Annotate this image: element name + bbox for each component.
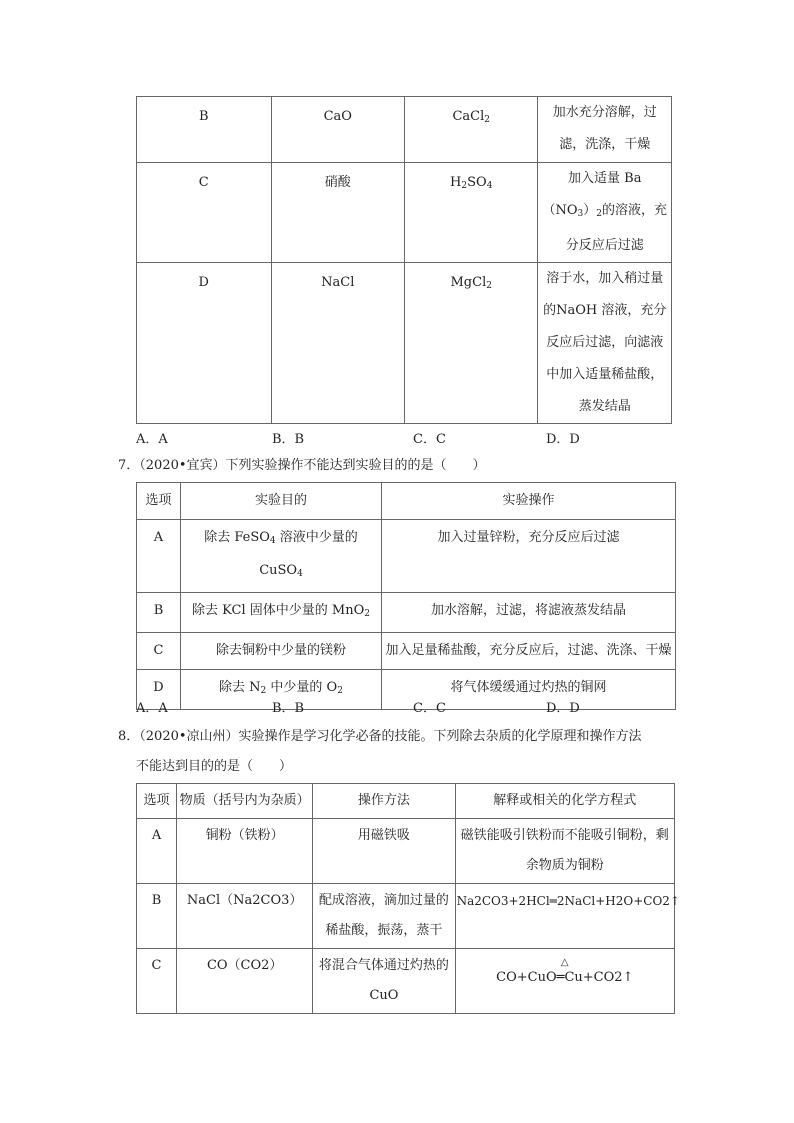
answer-option-b[interactable]: B．B (272, 701, 305, 716)
option-label: A (137, 520, 181, 593)
table-row (137, 949, 675, 1014)
substance-cell: 硝酸 (271, 163, 404, 263)
table-row (137, 97, 672, 163)
question7-table (136, 482, 676, 710)
answer-option-c[interactable]: C．C (413, 432, 446, 447)
reaction-condition: △ (560, 957, 569, 968)
table-row (137, 593, 676, 633)
method-cell: 溶于水，加入稍过量的NaOH 溶液，充分反应后过滤，向滤液中加入适量稀盐酸，蒸发结晶 (538, 263, 672, 424)
table-row (137, 884, 675, 949)
operation-cell: 将气体缓缓通过灼热的铜网 (382, 670, 676, 710)
header-operation: 实验操作 (382, 483, 676, 520)
method-cell: 加水充分溶解，过滤，洗涤，干燥 (538, 97, 672, 163)
goal-cell: 除去 $N_2$ 中少量的 $O_2$ (181, 670, 382, 710)
question8-text-line1: 8．（2020•凉山州）实验操作是学习化学必备的技能。下列除去杂质的化学原理和操作方法 (118, 729, 642, 744)
table-header-row (137, 784, 675, 819)
table-row (137, 633, 676, 670)
table-header-row (137, 483, 676, 520)
option-label: C (137, 633, 181, 670)
answer-option-b[interactable]: B．B (272, 432, 305, 447)
substance-cell: NaCl（Na2CO3） (177, 884, 313, 949)
operation-cell: 加入过量锌粉，充分反应后过滤 (382, 520, 676, 593)
header-option: 选项 (137, 784, 177, 819)
table-row (137, 163, 672, 263)
explanation-cell: 磁铁能吸引铁粉而不能吸引铜粉，剩余物质为铜粉 (455, 819, 674, 884)
option-label: A (137, 819, 177, 884)
table-row (137, 819, 675, 884)
question8-text-line2: 不能达到目的的是（ ） (136, 759, 293, 774)
option-label: D (137, 670, 181, 710)
question6-table (136, 96, 672, 424)
impurity-cell: CaCl$_2$ (404, 97, 537, 163)
table-row (137, 520, 676, 593)
answer-option-a[interactable]: A．A (136, 432, 168, 447)
substance-cell: CaO (271, 97, 404, 163)
method-cell: 用磁铁吸 (313, 819, 455, 884)
goal-cell: 除去铜粉中少量的镁粉 (181, 633, 382, 670)
option-label: C (137, 949, 177, 1014)
answer-option-c[interactable]: C．C (413, 701, 446, 716)
operation-cell: 加水溶解，过滤，将滤液蒸发结晶 (382, 593, 676, 633)
explanation-cell: Na2CO3+2HCl═2NaCl+H2O+CO2↑ (455, 884, 674, 949)
header-option: 选项 (137, 483, 181, 520)
option-label: B (137, 97, 272, 163)
substance-cell: CO（CO2） (177, 949, 313, 1014)
option-label: C (137, 163, 272, 263)
method-cell: 配成溶液，滴加过量的稀盐酸，振荡，蒸干 (313, 884, 455, 949)
option-label: D (137, 263, 272, 424)
table-row (137, 263, 672, 424)
question7-text: 7．（2020•宜宾）下列实验操作不能达到实验目的的是（ ） (118, 458, 486, 473)
table-row (137, 670, 676, 710)
header-goal: 实验目的 (181, 483, 382, 520)
impurity-cell: MgCl$_2$ (404, 263, 537, 424)
explanation-cell (455, 949, 674, 1014)
answer-option-d[interactable]: D．D (546, 432, 580, 447)
answer-option-d[interactable]: D．D (546, 701, 580, 716)
option-label: B (137, 884, 177, 949)
header-explanation: 解释或相关的化学方程式 (455, 784, 674, 819)
impurity-cell: $H_2SO_4$ (404, 163, 537, 263)
substance-cell: 铜粉（铁粉） (177, 819, 313, 884)
question8-table (136, 783, 680, 1014)
method-cell: 加入适量 $Ba(NO_3)_2$的溶液，充分反应后过滤 (538, 163, 672, 263)
method-cell: 将混合气体通过灼热的CuO (313, 949, 455, 1014)
option-label: B (137, 593, 181, 633)
operation-cell: 加入足量稀盐酸，充分反应后，过滤、洗涤、干燥 (382, 633, 676, 670)
header-substance: 物质（括号内为杂质） (177, 784, 313, 819)
substance-cell: NaCl (271, 263, 404, 424)
goal-cell: 除去 KCl 固体中少量的 MnO$_2$ (181, 593, 382, 633)
reaction-equation: CO+CuO═Cu+CO2↑ (496, 970, 634, 985)
answer-option-a[interactable]: A．A (136, 701, 168, 716)
goal-cell: 除去 FeSO$_4$ 溶液中少量的 CuSO$_4$ (181, 520, 382, 593)
header-method: 操作方法 (313, 784, 455, 819)
